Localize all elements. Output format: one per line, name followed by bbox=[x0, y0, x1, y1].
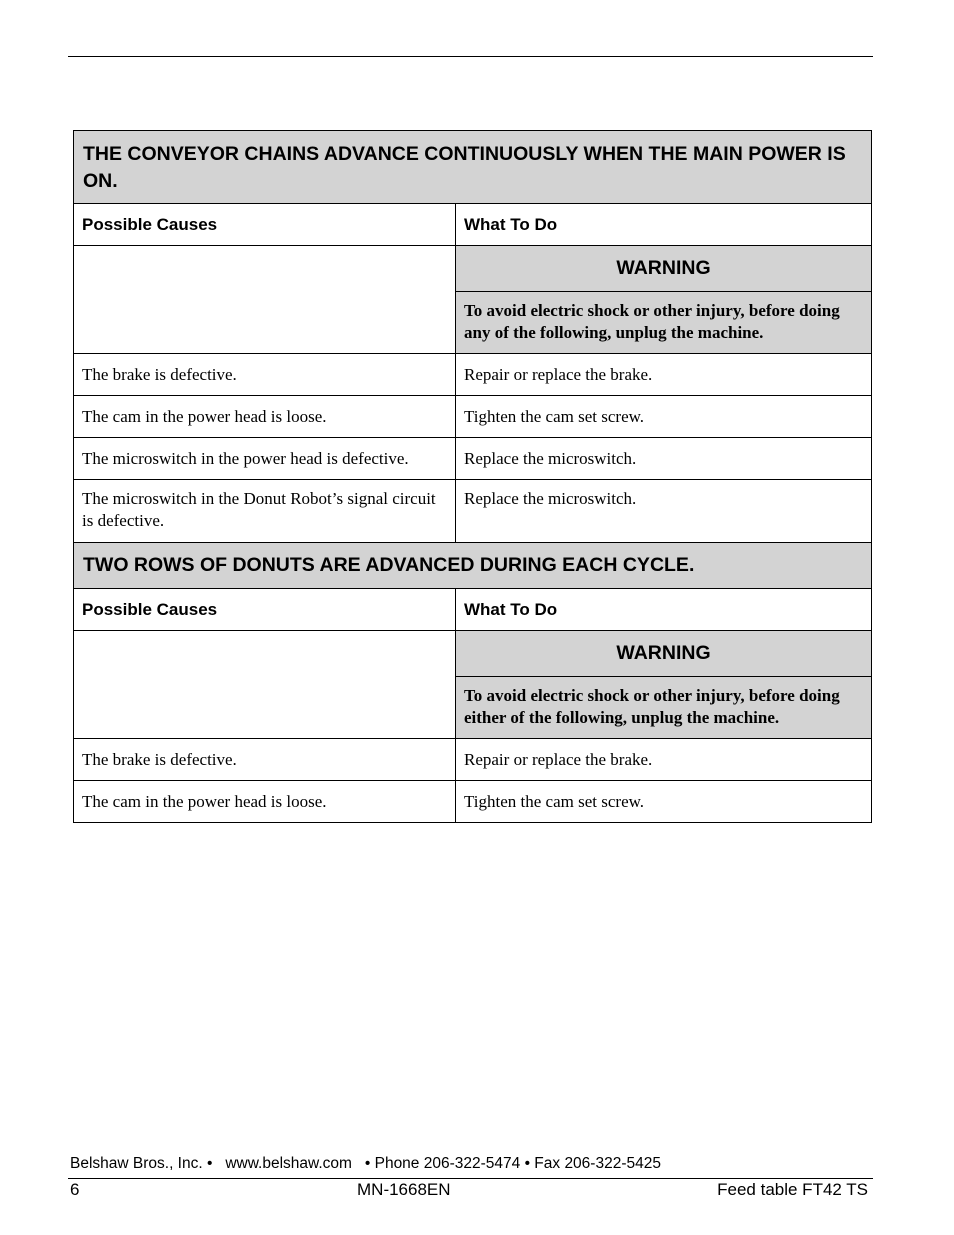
cause-cell: The brake is defective. bbox=[74, 739, 456, 781]
footer-company-line: Belshaw Bros., Inc. • www.belshaw.com • Phone 206-322-5474 • Fax 206-322-5425 bbox=[70, 1155, 661, 1172]
table-row bbox=[74, 438, 872, 480]
page-number: 6 bbox=[70, 1180, 80, 1199]
column-header-todo: What To Do bbox=[456, 589, 872, 631]
todo-cell: Repair or replace the brake. bbox=[456, 354, 872, 396]
warning-text: To avoid electric shock or other injury, before doing any of the following, unplug the machine. bbox=[456, 292, 871, 353]
warning-title: WARNING bbox=[456, 631, 871, 677]
todo-cell: Replace the microswitch. bbox=[456, 480, 872, 543]
cause-cell: The cam in the power head is loose. bbox=[74, 396, 456, 438]
todo-cell: Tighten the cam set screw. bbox=[456, 781, 872, 823]
warning-row bbox=[74, 246, 872, 354]
column-header-row bbox=[74, 589, 872, 631]
warning-title: WARNING bbox=[456, 246, 871, 292]
todo-cell: Tighten the cam set screw. bbox=[456, 396, 872, 438]
table-row bbox=[74, 739, 872, 781]
cause-cell: The cam in the power head is loose. bbox=[74, 781, 456, 823]
section-header-row bbox=[74, 131, 872, 204]
warning-row bbox=[74, 631, 872, 739]
todo-cell: Repair or replace the brake. bbox=[456, 739, 872, 781]
cause-cell: The brake is defective. bbox=[74, 354, 456, 396]
cause-cell: The microswitch in the Donut Robot’s signal circuit is defective. bbox=[74, 480, 456, 543]
table-row bbox=[74, 781, 872, 823]
document-number: MN-1668EN bbox=[357, 1180, 451, 1199]
troubleshooting-table bbox=[73, 130, 872, 823]
warning-box bbox=[456, 631, 872, 739]
table-row bbox=[74, 354, 872, 396]
section-header-row bbox=[74, 543, 872, 589]
section-title: THE CONVEYOR CHAINS ADVANCE CONTINUOUSLY WHEN THE MAIN POWER IS ON. bbox=[74, 131, 872, 204]
document-title: Feed table FT42 TS bbox=[717, 1180, 868, 1199]
column-header-causes: Possible Causes bbox=[74, 204, 456, 246]
empty-cell bbox=[74, 631, 456, 739]
warning-text: To avoid electric shock or other injury, before doing either of the following, unplug the machine. bbox=[456, 677, 871, 738]
column-header-todo: What To Do bbox=[456, 204, 872, 246]
table-row bbox=[74, 480, 872, 543]
header-rule bbox=[68, 56, 873, 57]
cause-cell: The microswitch in the power head is defective. bbox=[74, 438, 456, 480]
table-row bbox=[74, 396, 872, 438]
section-title: TWO ROWS OF DONUTS ARE ADVANCED DURING EACH CYCLE. bbox=[74, 543, 872, 589]
todo-cell: Replace the microswitch. bbox=[456, 438, 872, 480]
empty-cell bbox=[74, 246, 456, 354]
warning-box bbox=[456, 246, 872, 354]
column-header-causes: Possible Causes bbox=[74, 589, 456, 631]
footer-rule bbox=[68, 1178, 873, 1179]
column-header-row bbox=[74, 204, 872, 246]
